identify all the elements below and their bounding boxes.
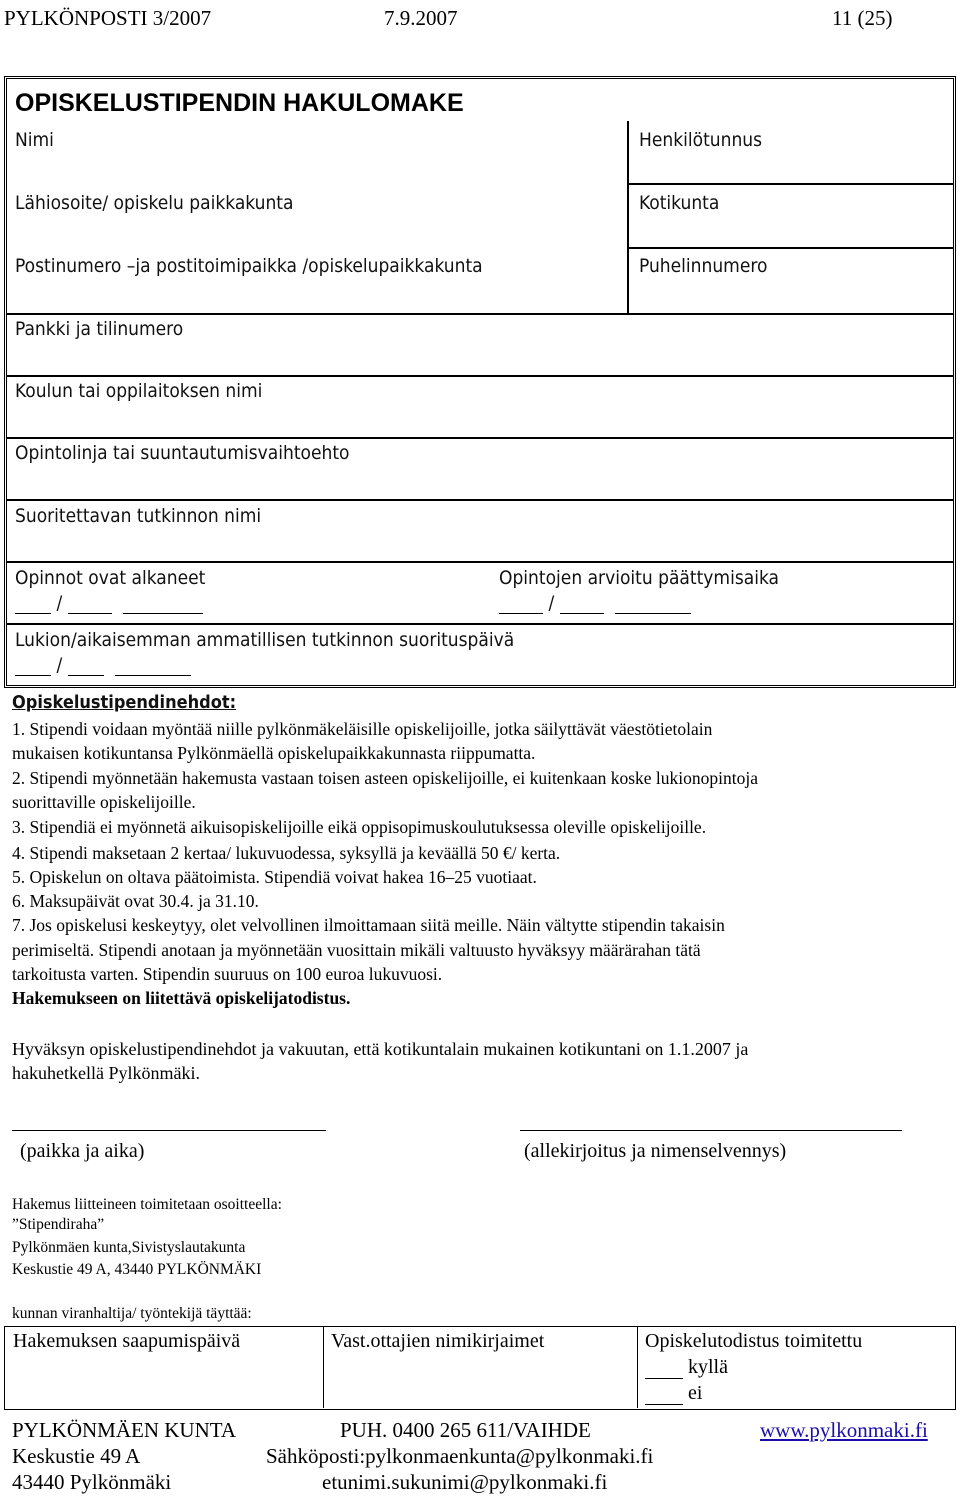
- footer-website-link[interactable]: www.pylkonmaki.fi: [760, 1418, 928, 1442]
- footer-org: PYLKÖNMÄEN KUNTA: [12, 1418, 237, 1442]
- row-divider: [7, 437, 953, 439]
- acceptance-line: Hyväksyn opiskelustipendinehdot ja vakuutan, että kotikuntalain mukainen kotikuntani on 1.1.2007 ja: [12, 1039, 749, 1059]
- initials-cell[interactable]: Vast.ottajien nimikirjaimet: [331, 1330, 545, 1352]
- column-divider: [627, 121, 629, 315]
- study-line-field-label[interactable]: Opintolinja tai suuntautumisvaihtoehto: [15, 442, 350, 464]
- condition-line: 3. Stipendiä ei myönnetä aikuisopiskelijoille eikä oppisopimuskoulutuksessa oleville opiskelijoille.: [12, 817, 707, 837]
- row-divider: [7, 623, 953, 625]
- ending-date-input[interactable]: /: [499, 592, 691, 614]
- page-number: 11 (25): [832, 6, 893, 30]
- signature-line[interactable]: [520, 1130, 902, 1131]
- form-title: OPISKELUSTIPENDIN HAKULOMAKE: [15, 89, 464, 117]
- municipality-field-label[interactable]: Kotikunta: [639, 192, 720, 214]
- place-time-label: (paikka ja aika): [20, 1140, 145, 1162]
- condition-line: 2. Stipendi myönnetään hakemusta vastaan toisen asteen opiskelijoille, ei kuitenkaan koske lukionopintoja: [12, 768, 759, 788]
- conditions-heading: Opiskelustipendinehdot:: [12, 692, 237, 713]
- row-divider: [7, 561, 953, 563]
- postal-field-label[interactable]: Postinumero –ja postitoimipaikka /opiskelupaikkakunta: [15, 255, 483, 277]
- document-title: PYLKÖNPOSTI 3/2007: [4, 6, 212, 30]
- row-divider: [7, 499, 953, 501]
- mailing-line: Pylkönmäen kunta,Sivistyslautakunta: [12, 1239, 246, 1256]
- certificate-no-option[interactable]: ei: [645, 1382, 702, 1405]
- condition-line: mukaisen kotikuntansa Pylkönmäellä opiskelupaikkakunnasta riippumatta.: [12, 743, 536, 763]
- name-field-label[interactable]: Nimi: [15, 129, 54, 151]
- school-field-label[interactable]: Koulun tai oppilaitoksen nimi: [15, 380, 263, 402]
- row-divider: [627, 183, 953, 185]
- received-date-cell[interactable]: Hakemuksen saapumispäivä: [13, 1330, 241, 1352]
- application-form: [4, 76, 956, 688]
- footer-city: 43440 Pylkönmäki: [12, 1470, 172, 1494]
- footer-street: Keskustie 49 A: [12, 1444, 141, 1468]
- started-date-input[interactable]: /: [15, 592, 203, 614]
- started-field-label: Opinnot ovat alkaneet: [15, 567, 206, 589]
- acceptance-line: hakuhetkellä Pylkönmäki.: [12, 1063, 200, 1083]
- bank-field-label[interactable]: Pankki ja tilinumero: [15, 318, 184, 340]
- mailing-line: ”Stipendiraha”: [12, 1216, 105, 1233]
- degree-field-label[interactable]: Suoritettavan tutkinnon nimi: [15, 505, 262, 527]
- condition-line: 1. Stipendi voidaan myöntää niille pylkönmäkeläisille opiskelijoille, jotka säilyttävät väestötietolain: [12, 719, 713, 739]
- condition-line: 7. Jos opiskelusi keskeytyy, olet velvollinen ilmoittamaan siitä meille. Näin vältytte stipendin takaisin: [12, 915, 725, 935]
- condition-line: 4. Stipendi maksetaan 2 kertaa/ lukuvuodessa, syksyllä ja keväällä 50 €/ kerta.: [12, 843, 561, 863]
- phone-field-label[interactable]: Puhelinnumero: [639, 255, 768, 277]
- ending-field-label: Opintojen arvioitu päättymisaika: [499, 567, 779, 589]
- mailing-line: Keskustie 49 A, 43440 PYLKÖNMÄKI: [12, 1261, 262, 1278]
- condition-line: 5. Opiskelun on oltava päätoimista. Stipendiä voivat hakea 16–25 vuotiaat.: [12, 867, 537, 887]
- condition-line: perimiseltä. Stipendi anotaan ja myönnetään vuosittain mikäli valtuusto hyväksyy määrärahan tätä: [12, 940, 701, 960]
- table-divider: [637, 1327, 638, 1408]
- condition-line: suorittaville opiskelijoille.: [12, 792, 196, 812]
- prior-degree-date-input[interactable]: /: [15, 654, 191, 676]
- attachment-requirement: Hakemukseen on liitettävä opiskelijatodistus.: [12, 988, 351, 1008]
- row-divider: [627, 247, 953, 249]
- mailing-intro: Hakemus liitteineen toimitetaan osoitteella:: [12, 1196, 282, 1213]
- row-divider: [7, 375, 953, 377]
- row-divider: [7, 313, 953, 315]
- table-divider: [323, 1327, 324, 1408]
- certificate-cell-label: Opiskelutodistus toimitettu: [645, 1330, 863, 1352]
- ssn-field-label[interactable]: Henkilötunnus: [639, 129, 763, 151]
- signature-label: (allekirjoitus ja nimenselvennys): [524, 1140, 787, 1162]
- footer-phone: PUH. 0400 265 611/VAIHDE: [340, 1418, 591, 1442]
- footer-email: Sähköposti:pylkonmaenkunta@pylkonmaki.fi: [266, 1444, 654, 1468]
- place-time-line[interactable]: [12, 1130, 326, 1131]
- condition-line: tarkoitusta varten. Stipendin suuruus on 100 euroa lukuvuosi.: [12, 964, 443, 984]
- document-date: 7.9.2007: [384, 6, 458, 30]
- footer-email-format: etunimi.sukunimi@pylkonmaki.fi: [322, 1470, 608, 1494]
- condition-line: 6. Maksupäivät ovat 30.4. ja 31.10.: [12, 891, 259, 911]
- address-field-label[interactable]: Lähiosoite/ opiskelu paikkakunta: [15, 192, 294, 214]
- prior-degree-field-label: Lukion/aikaisemman ammatillisen tutkinnon suorituspäivä: [15, 629, 515, 651]
- certificate-yes-option[interactable]: kyllä: [645, 1356, 728, 1379]
- official-note: kunnan viranhaltija/ työntekijä täyttää:: [12, 1305, 252, 1322]
- official-use-table: [4, 1326, 956, 1410]
